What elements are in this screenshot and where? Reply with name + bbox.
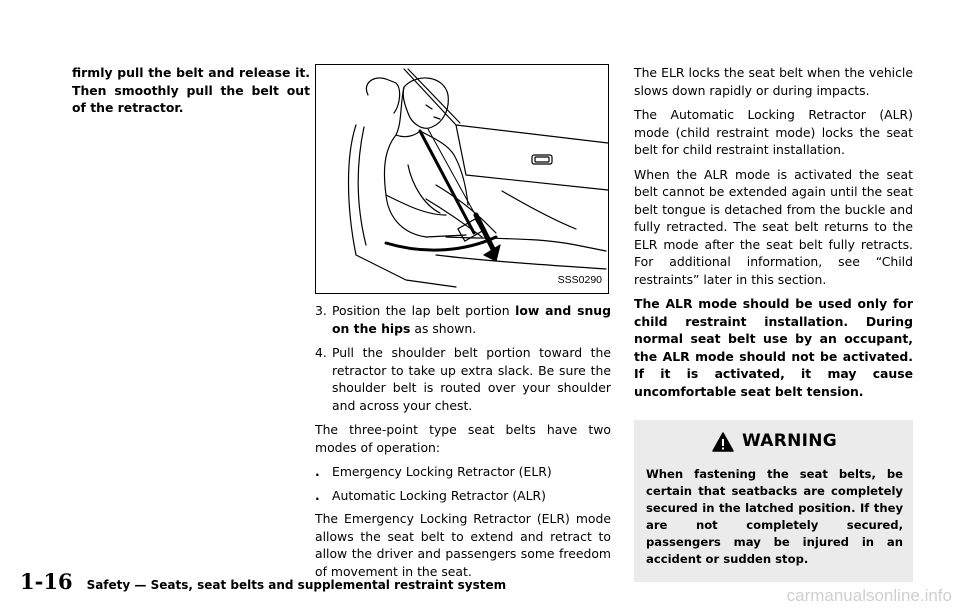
warning-text: When fastening the seat belts, be certain that seatbacks are completely secured in the latched position. If they are not completely secured, passengers may be injured in an accident or sudden stop.: [646, 467, 903, 566]
modes-intro: The three-point type seat belts have two modes of operation:: [315, 422, 611, 455]
warning-triangle-icon: [712, 432, 734, 452]
page-number: 1-16: [20, 569, 73, 594]
step-3-text-end: as shown.: [410, 320, 477, 336]
column-3: [634, 64, 913, 582]
bullet-marker: .: [315, 464, 320, 479]
step-3: [315, 302, 611, 337]
paragraph-alr-activated: When the ALR mode is activated the seat belt cannot be extended again until the seat belt tongue is detached from the buckle and fully retracted. The seat belt returns to the ELR mode after the seat belt fully retracts. For additional information, see “Child restraints” later in this section.: [634, 166, 913, 287]
step-4-text: Pull the shoulder belt portion toward the retractor to take up extra slack. Be sure the shoulder belt is routed over your shoulder and across your chest.: [332, 345, 611, 413]
warning-title: WARNING: [741, 431, 838, 452]
page-footer: [20, 569, 506, 594]
watermark: carmanualsonline.info: [786, 586, 952, 605]
paragraph-alr-usage: The ALR mode should be used only for child restraint installation. During normal seat belt use by an occupant, the ALR mode should not be activated. If it is activated, it may cause uncomfortable seat belt tension.: [634, 296, 913, 399]
column-1: [72, 64, 310, 124]
bullet-text: Automatic Locking Retractor (ALR): [332, 487, 546, 503]
intro-text: firmly pull the belt and release it. Then smoothly pull the belt out of the retractor.: [72, 65, 310, 115]
step-3-text-start: Position the lap belt portion: [332, 303, 516, 318]
elr-paragraph: The Emergency Locking Retractor (ELR) mode allows the seat belt to extend and retract to allow the driver and passengers some freedom of movement in the seat.: [315, 511, 611, 579]
step-3-text-bold: low and snug on the hips: [332, 303, 611, 336]
seatbelt-illustration: [315, 64, 609, 294]
paragraph-alr-mode: The Automatic Locking Retractor (ALR) mode (child restraint mode) locks the seat belt for child restraint installation.: [634, 107, 913, 157]
column-2: [315, 64, 611, 587]
section-title: Safety — Seats, seat belts and supplemental restraint system: [86, 578, 507, 592]
bullet-text: Emergency Locking Retractor (ELR): [332, 464, 552, 479]
seatbelt-drawing: [316, 65, 610, 295]
step-4-number: 4.: [315, 345, 327, 360]
warning-header: [646, 432, 903, 452]
figure-code: SSS0290: [557, 273, 602, 286]
step-4: [315, 344, 611, 414]
bullet-marker: .: [315, 487, 320, 503]
step-3-number: 3.: [315, 303, 327, 318]
step-3-text: [332, 302, 611, 337]
bullet-item: [315, 487, 611, 505]
paragraph-elr-locks: The ELR locks the seat belt when the vehicle slows down rapidly or during impacts.: [634, 65, 913, 98]
warning-box: [634, 420, 913, 582]
bullet-item: [315, 463, 611, 481]
